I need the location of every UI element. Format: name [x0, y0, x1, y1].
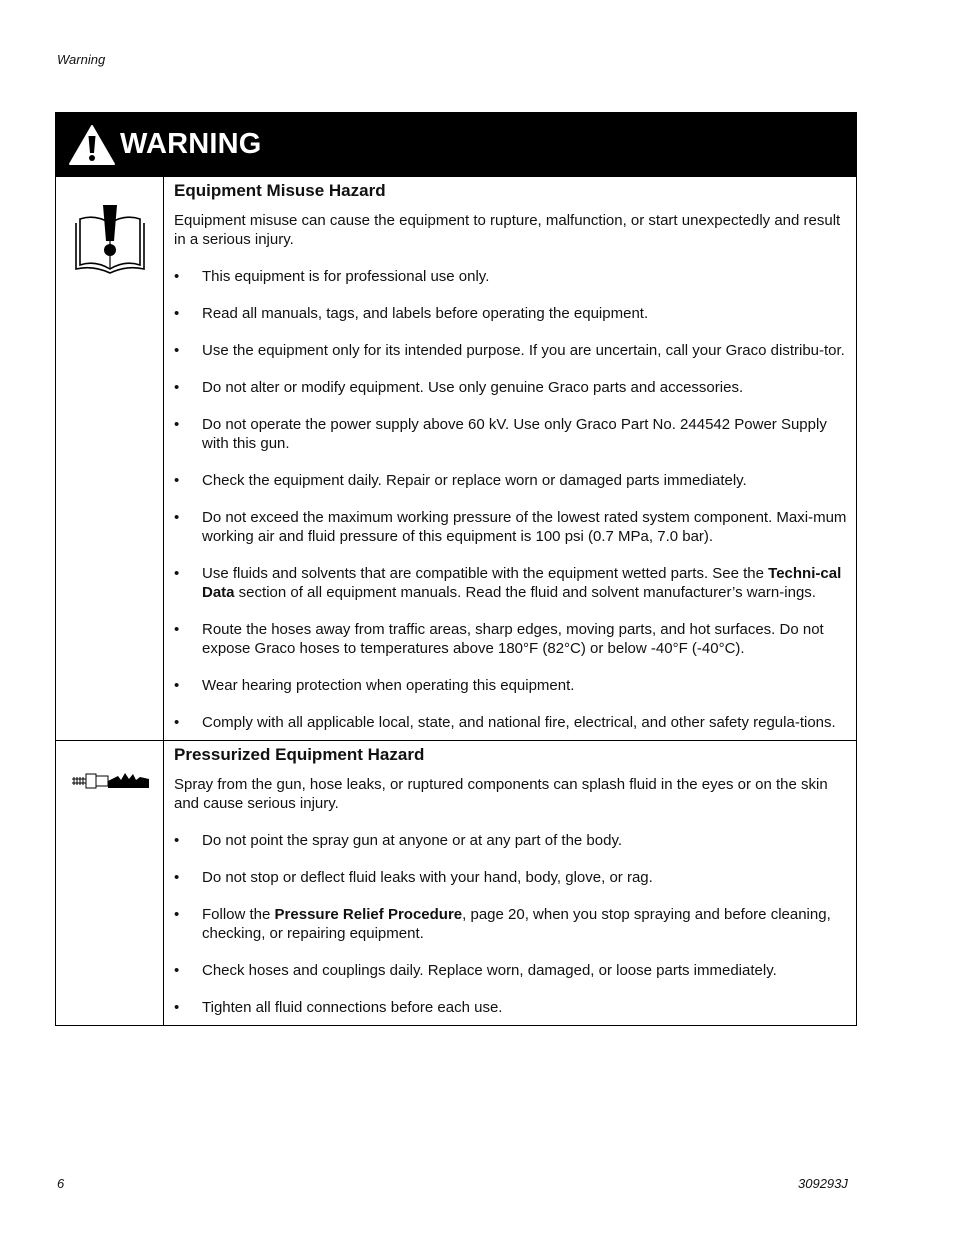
- hazard-icon-cell: [56, 177, 164, 740]
- manual-warning-icon: [73, 203, 147, 275]
- warning-title: WARNING: [120, 128, 262, 160]
- hazard-intro: Equipment misuse can cause the equipment to rupture, malfunction, or start unexpectedly and result in a serious injury.: [174, 212, 841, 248]
- bullet-text: section of all equipment manuals. Read the fluid and solvent manufacturer’s warn-ings.: [234, 584, 816, 601]
- running-head: Warning: [57, 52, 106, 67]
- warning-triangle-icon: [68, 124, 116, 166]
- hazard-intro: Spray from the gun, hose leaks, or ruptured components can splash fluid in the eyes or on the skin and cause serious injury.: [174, 776, 828, 812]
- list-item: • Do not exceed the maximum working pressure of the lowest rated system component. Maxi-mum working air and fluid pressure of this equipment is 100 psi (0.7 MPa, 7.0 bar).: [174, 508, 848, 546]
- list-item: • Wear hearing protection when operating this equipment.: [174, 676, 848, 695]
- hazard-icon-cell: [56, 741, 164, 1025]
- list-item: • Do not alter or modify equipment. Use only genuine Graco parts and accessories.: [174, 378, 848, 397]
- hazard-text: [164, 177, 856, 740]
- hazard-heading: Equipment Misuse Hazard: [174, 181, 386, 200]
- bullet-text: Follow the: [202, 906, 275, 923]
- warning-banner: [56, 113, 856, 176]
- warning-box: [55, 112, 857, 1026]
- list-item: • Do not operate the power supply above 60 kV. Use only Graco Part No. 244542 Power Supply with this gun.: [174, 415, 848, 453]
- hazard-row-pressurized-equipment: [56, 740, 856, 1025]
- hazard-bullet-list: [174, 831, 848, 1017]
- list-item: • This equipment is for professional use only.: [174, 267, 848, 286]
- list-item: [174, 905, 848, 943]
- list-item: • Check hoses and couplings daily. Replace worn, damaged, or loose parts immediately.: [174, 961, 848, 980]
- document-number: 309293J: [798, 1176, 848, 1191]
- hose-splash-icon: [72, 771, 150, 791]
- list-item: • Read all manuals, tags, and labels before operating the equipment.: [174, 304, 848, 323]
- hazard-heading: Pressurized Equipment Hazard: [174, 745, 425, 764]
- bullet-text: Use fluids and solvents that are compatible with the equipment wetted parts. See the: [202, 565, 769, 582]
- list-item: • Use the equipment only for its intended purpose. If you are uncertain, call your Graco distribu-tor.: [174, 341, 848, 360]
- bullet-bold-text: Pressure Relief Procedure: [274, 906, 463, 923]
- page-number: 6: [57, 1176, 65, 1191]
- hazard-row-equipment-misuse: [56, 176, 856, 740]
- hazard-text: [164, 741, 856, 1025]
- bullet-bold-text: Techni-cal Data: [202, 565, 842, 601]
- list-item: • Do not point the spray gun at anyone or at any part of the body.: [174, 831, 848, 850]
- list-item: • Comply with all applicable local, state, and national fire, electrical, and other safety regula-tions.: [174, 713, 848, 732]
- list-item: • Tighten all fluid connections before each use.: [174, 998, 848, 1017]
- list-item: • Check the equipment daily. Repair or replace worn or damaged parts immediately.: [174, 471, 848, 490]
- bullet-text: , page 20, when you stop spraying and before cleaning, checking, or repairing equipment.: [202, 906, 831, 942]
- list-item: • Route the hoses away from traffic areas, sharp edges, moving parts, and hot surfaces. Do not expose Graco hoses to temperatures above 180°F (82°C) or below -40°F (-40°C).: [174, 620, 848, 658]
- hazard-bullet-list: [174, 267, 848, 732]
- list-item: • Do not stop or deflect fluid leaks with your hand, body, glove, or rag.: [174, 868, 848, 887]
- list-item: [174, 564, 848, 602]
